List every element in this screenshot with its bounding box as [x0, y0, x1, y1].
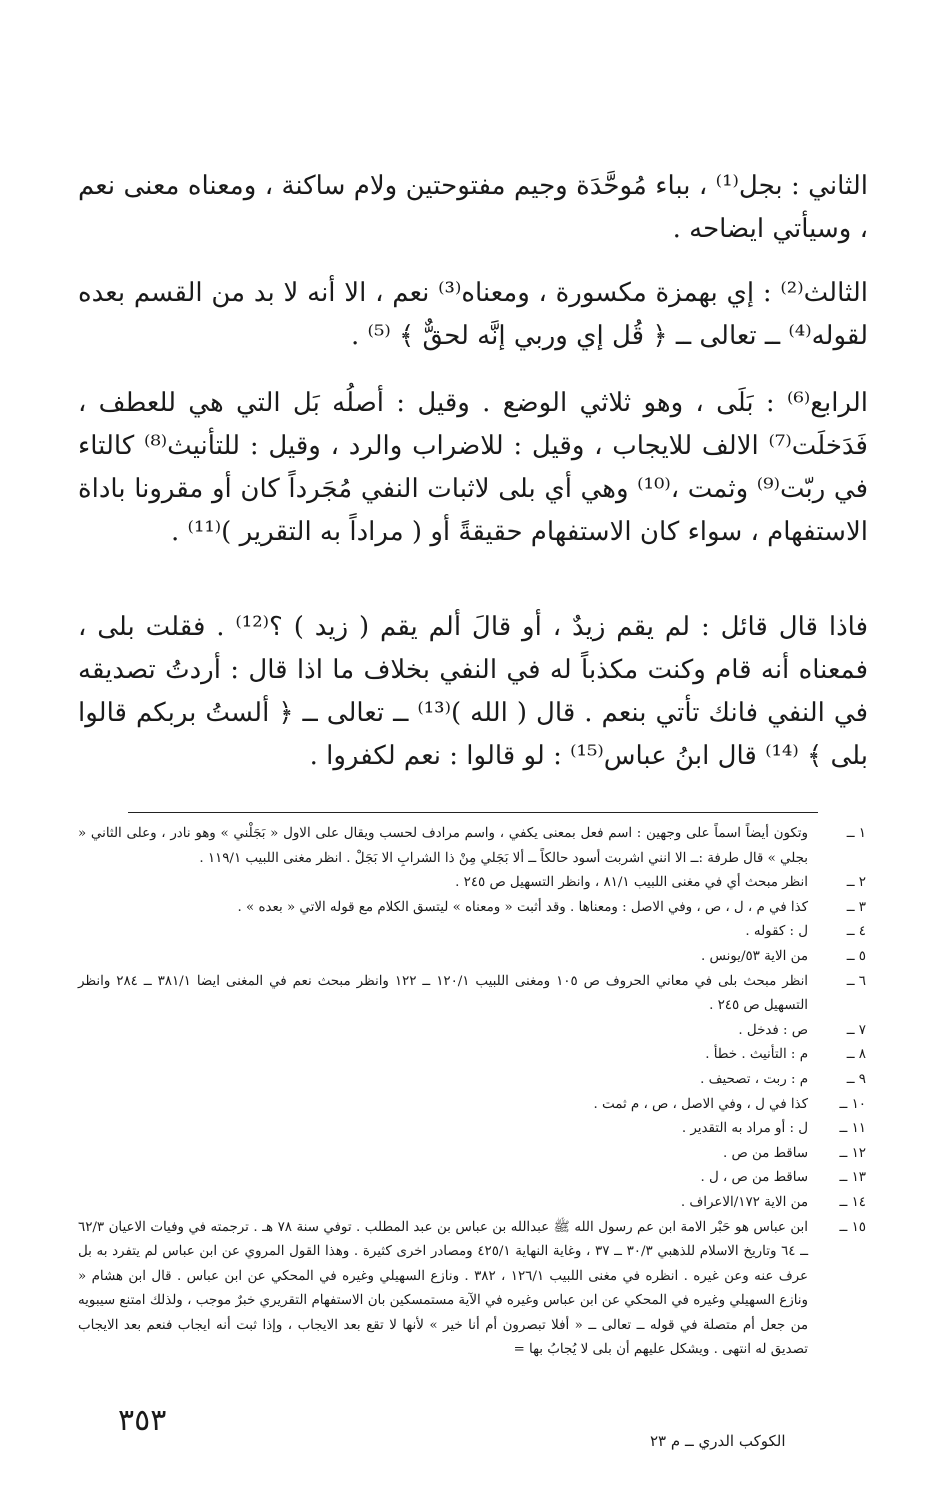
footnote-text: ل : كقوله .	[745, 924, 808, 940]
footnote-text: كذا في م ، ل ، ص ، وفي الاصل : ومعناها . وقد أثبت « ومعناه » ليتسق الكلام مع قوله الاتي « بعده » .	[237, 899, 808, 915]
footnote-number: ٤ ــ	[846, 924, 866, 940]
footnote-12	[78, 1142, 868, 1167]
footnote-separator	[128, 812, 818, 813]
footnote-number: ٣ ــ	[846, 899, 866, 915]
footnote-number: ٧ ــ	[846, 1022, 866, 1038]
footnote-2	[78, 871, 868, 896]
footnote-8	[78, 1043, 868, 1068]
footnote-3	[78, 896, 868, 921]
page-number: ٣٥٣	[118, 1403, 167, 1438]
footnote-number: ١٤ ــ	[839, 1194, 866, 1210]
footnote-text: ص : فدخل .	[738, 1022, 808, 1038]
footnote-5	[78, 945, 868, 970]
footnote-text: انظر مبحث بلى في معاني الحروف ص ١٠٥ ومغنى اللبيب ١٢٠/١ ــ ١٢٢ وانظر مبحث نعم في المغنى ايضا ٣٨١/١ ــ ٢٨٤ وانظر التسهيل ص ٢٤٥ .	[78, 973, 809, 1014]
footnote-10	[78, 1093, 868, 1118]
paragraph-third: الثالث⁽²⁾ : إي بهمزة مكسورة ، ومعناه⁽³⁾ نعم ، الا أنه لا بد من القسم بعده لقوله⁽⁴⁾ ــ تعالى ــ ﴿ قُل إي وربي إنَّه لحقٌّ ﴾ ⁽⁵⁾ .	[78, 278, 868, 351]
paragraph-fourth: الرابع⁽⁶⁾ : بَلَى ، وهو ثلاثي الوضع . وقيل : أصلُه بَل التي هي للعطف ، فَدَخلَت⁽⁷⁾ الالف للايجاب ، وقيل : للاضراب والرد ، وقيل : للتأنيث⁽⁸⁾ كالتاء في ربّت⁽⁹⁾ وثمت ،⁽¹⁰⁾ وهي أي بلى لاثبات النفي مُجَرداً كان أو مقرونا باداة الاستفهام ، سواء كان الاستفهام حقيقةً أو ( مراداً به التقرير )⁽¹¹⁾ .	[78, 388, 869, 547]
footnote-14	[78, 1191, 868, 1216]
footnote-text: ابن عباس هو حَبْر الامة ابن عم رسول الله ﷺ عبدالله بن عباس بن عبد المطلب . توفي سنة ٧٨ هـ . ترجمته في وفيات الاعيان ٦٢/٣ ــ ٦٤ وتاريخ الاسلام للذهبي ٣٠/٣ ــ ٣٧ ، وغاية النهاية ٤٢٥/١ ومصادر اخرى كثيرة . وهذا القول المروي عن ابن عباس لم يتفرد به بل عرف عنه وعن غيره . انظره في مغنى اللبيب ١٢٦/١ ، ٣٨٢ . ونازع السهيلي وغيره في المحكي عن ابن عباس . قال ابن هشام « ونازع السهيلي وغيره في المحكي عن ابن عباس وغيره في الآية مستمسكين بان الاستفهام التقريري خبرٌ موجب ، ولذلك امتنع سيبويه من جعل أم متصلة في قوله ــ تعالى ــ « أفلا تبصرون أم أنا خير » لأنها لا تقع بعد الايجاب ، وإذا ثبت أنه ايجاب فنعم بعد الايجاب تصديق له انتهى . ويشكل عليهم أن بلى لا يُجابُ بها =	[78, 1219, 808, 1358]
paragraph-second: الثاني : بجل⁽¹⁾ ، بباء مُوحَّدَة وجيم مفتوحتين ولام ساكنة ، ومعناه معنى نعم ، وسيأتي ايضاحه .	[78, 171, 868, 244]
footnote-text: كذا في ل ، وفي الاصل ، ص ، م ثمت .	[593, 1096, 808, 1112]
footnote-number: ١٠ ــ	[839, 1096, 866, 1112]
footnote-text: م : ربت ، تصحيف .	[700, 1071, 808, 1087]
footnote-text: م : التأنيث . خطأ .	[705, 1047, 808, 1063]
footnote-number: ١٣ ــ	[839, 1170, 866, 1186]
footnote-number: ٥ ــ	[846, 948, 866, 964]
footnote-text: من الاية ٥٣/يونس .	[700, 948, 808, 964]
footnote-number: ١ ــ	[846, 826, 866, 841]
footnote-number: ١٢ ــ	[839, 1145, 866, 1161]
signature-line: الكوكب الدري ــ م ٢٣	[650, 1432, 786, 1450]
footnote-text: ساقط من ص ، ل .	[700, 1170, 808, 1186]
footnote-4	[78, 920, 868, 945]
footnote-number: ١١ ــ	[839, 1121, 866, 1137]
footnote-1	[78, 822, 868, 871]
footnote-text: ساقط من ص .	[723, 1145, 808, 1161]
footnote-6	[78, 970, 868, 1019]
footnote-number: ٦ ــ	[846, 973, 866, 989]
footnote-text: ل : أو مراد به التقدير .	[681, 1121, 808, 1137]
footnote-number: ٢ ــ	[846, 875, 866, 891]
footnote-7	[78, 1019, 868, 1044]
footnote-number: ٨ ــ	[846, 1047, 866, 1063]
footnotes-list	[78, 822, 868, 1363]
footnote-15	[78, 1216, 868, 1364]
footnote-11	[78, 1117, 868, 1142]
footnote-number: ١٥ ــ	[839, 1219, 866, 1235]
footnote-9	[78, 1068, 868, 1093]
footnote-13	[78, 1166, 868, 1191]
paragraph-example: فاذا قال قائل : لم يقم زيدٌ ، أو قالَ ألم يقم ( زيد ) ؟⁽¹²⁾ . فقلت بلى ، فمعناه أنه قام وكنت مكذباً له في النفي بخلاف ما اذا قال : أردتُ تصديقه في النفي فانك تأتي بنعم . قال ( الله )⁽¹³⁾ ــ تعالى ــ ﴿ ألستُ بربكم قالوا بلى ﴾ ⁽¹⁴⁾ قال ابنُ عباس⁽¹⁵⁾ : لو قالوا : نعم لكفروا .	[78, 612, 868, 771]
footnote-text: وتكون أيضاً اسماً على وجهين : اسم فعل بمعنى يكفي ، واسم مرادف لحسب ويقال على الاول « بَجَلْني » وهو نادر ، وعلى الثاني « بجلي » قال طرفة :ــ الا انني اشربت أسود حالكاً ــ ألا بَجَلي مِنْ ذا الشرابِ الا بَجَلْ . انظر مغنى اللبيب ١١٩/١ .	[78, 826, 808, 866]
footnote-number: ٩ ــ	[846, 1071, 866, 1087]
footnote-text: انظر مبحث أي في مغنى اللبيب ٨١/١ ، وانظر التسهيل ص ٢٤٥ .	[455, 875, 808, 891]
footnote-text: من الاية ١٧٢/الاعراف .	[680, 1194, 808, 1210]
